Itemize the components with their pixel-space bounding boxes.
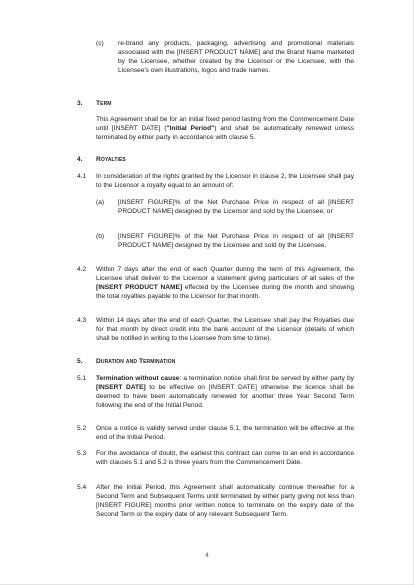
- clause-4-1-text: In consideration of the rights granted by the Licensor in clause 2, the Licensee shall pay to the Licensor a royalty equal to an amount of:: [96, 173, 354, 189]
- clause-4-1-b-text: [INSERT FIGURE]% of the Net Purchase Price in respect of all [INSERT PRODUCT NAME] designed by the Licensee and sold by the Licensee.: [118, 233, 354, 249]
- clause-4-1-number: 4.1: [77, 173, 87, 180]
- clause-4-2-text: Within 7 days after the end of each Quarter during the term of this Agreement, the Licensee shall deliver to the Licensor a statement giving particulars of all sales of the [INSERT PRODUCT NAME] effected by the Licensee during the month and showing the total royalties payable to the Licensor for that month.: [96, 266, 354, 300]
- clause-4-3-text: Within 14 days after the end of each Quarter, the Licensee shall pay the Royalties due for that month by direct credit into the bank account of the Licensor (details of which shall be notified in writing to the Licensee from time to time).: [96, 317, 354, 342]
- clause-5-4-number: 5.4: [77, 484, 87, 491]
- termination-without-cause-lead: Termination without cause: [96, 375, 180, 382]
- insert-date-placeholder: [INSERT DATE]: [96, 383, 146, 391]
- section-4-title: Royalties: [96, 156, 126, 163]
- clause-5-3-number: 5.3: [77, 450, 87, 457]
- clause-5-1-text: Termination without cause: a termination notice shall first be served by either party by [INSERT DATE] to be effective on [INSERT DATE] otherwise the licence shall be deemed to have been automatically renewed for another three Year Second Term following the end of the Initial Period.: [96, 375, 354, 409]
- section-5-number: 5.: [77, 358, 83, 365]
- clause-5-1-number: 5.1: [77, 375, 87, 382]
- section-5-title: Duration and Termination: [96, 358, 176, 365]
- product-name-placeholder: [INSERT PRODUCT NAME]: [96, 283, 183, 291]
- section-3-number: 3.: [77, 100, 83, 107]
- clause-4-3-number: 4.3: [77, 317, 87, 324]
- clause-5-3-text: For the avoidance of doubt, the earliest this contract can come to an end in accordance with clauses 5.1 and 5.2 is three years from the Commencement Date.: [96, 450, 354, 466]
- clause-4-2-number: 4.2: [77, 266, 87, 273]
- section-3-text: This Agreement shall be for an initial fixed period lasting from the Commencement Date until [INSERT DATE] ("Initial Period") and shall be automatically renewed unless terminated by either party in accordance with clause 5.: [96, 116, 354, 141]
- clause-5-2-number: 5.2: [77, 425, 87, 432]
- clause-4-1-a-text: [INSERT FIGURE]% of the Net Purchase Price in respect of all [INSERT PRODUCT NAME] designed by the Licensor and sold by the Licensee; or: [118, 199, 354, 215]
- clause-c-text: re-brand any products, packaging, advertising and promotional materials associated with the [INSERT PRODUCT NAME] and the Brand Name marketed by the Licensee, whether created by the Licensor or the Licensee, with the Licensee's own illustrations, logos and trade names.: [118, 40, 354, 74]
- clause-5-2-text: Once a notice is validly served under clause 5.1, the termination will be effective at the end of the Initial Period.: [96, 425, 354, 441]
- clause-c-label: (c): [96, 40, 104, 47]
- clause-4-1-b-label: (b): [96, 233, 105, 240]
- initial-period-term: "Initial Period": [166, 124, 215, 132]
- clause-4-1-a-label: (a): [96, 199, 105, 206]
- page-number: 4: [205, 553, 209, 559]
- clause-5-4-text: After the Initial Period, this Agreement shall automatically continue thereafter for a Second Term and Subsequent Terms until terminated by either party giving not less than [INSERT FIGURE] months prior written notice to terminate on the expiry date of the Second Term or the expiry date of any relevant Subsequent Term.: [96, 484, 354, 518]
- section-4-number: 4.: [77, 156, 83, 163]
- section-3-title: Term: [96, 100, 112, 107]
